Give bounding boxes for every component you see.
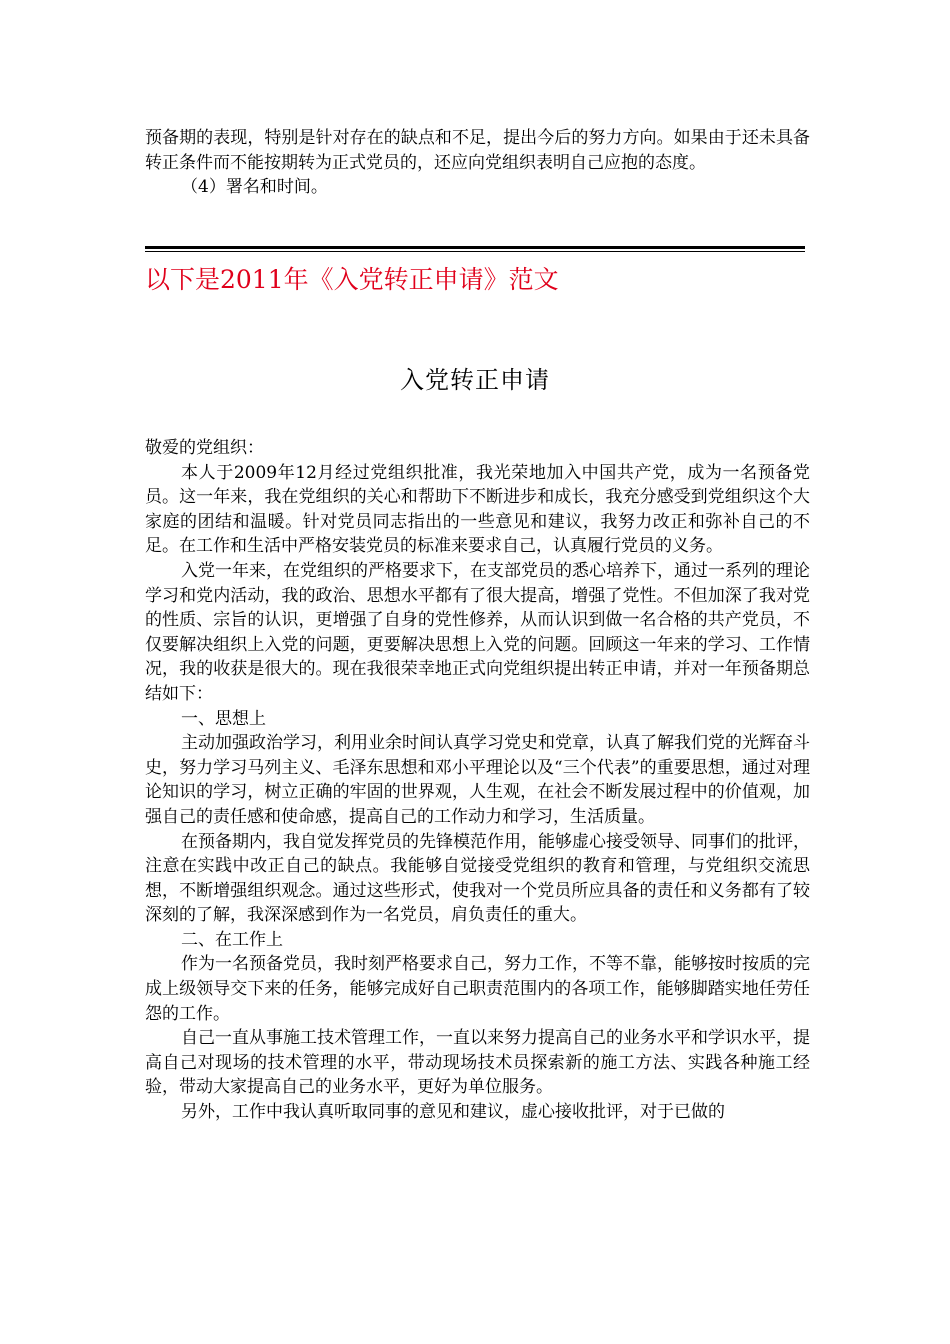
body-paragraph: 另外，工作中我认真听取同事的意见和建议，虚心接收批评，对于已做的 <box>181 1102 725 1123</box>
divider-thick-line <box>145 246 805 249</box>
intro-section <box>145 126 810 200</box>
letter-title: 入党转正申请 <box>400 366 550 394</box>
section-divider <box>145 246 805 254</box>
intro-paragraph: 预备期的表现，特别是针对存在的缺点和不足，提出今后的努力方向。如果由于还未具备转正条件而不能按期转为正式党员的，还应向党组织表明自己应抱的态度。 <box>145 128 810 173</box>
body-paragraph: 自己一直从事施工技术管理工作，一直以来努力提高自己的业务水平和学识水平，提高自己对现场的技术管理的水平，带动现场技术员探索新的施工方法、实践各种施工经验，带动大家提高自己的业务水平，更好为单位服务。 <box>145 1028 810 1098</box>
section-heading-work: 二、在工作上 <box>181 929 283 950</box>
signature-item: （4）署名和时间。 <box>181 177 328 198</box>
body-paragraph: 在预备期内，我自觉发挥党员的先锋模范作用，能够虚心接受领导、同事们的批评，注意在实践中改正自己的缺点。我能够自觉接受党组织的教育和管理，与党组织交流思想，不断增强组织观念。通过这些形式，使我对一个党员所应具备的责任和义务都有了较深刻的了解，我深深感到作为一名党员，肩负责任的重大。 <box>145 831 810 926</box>
body-paragraph: 主动加强政治学习，利用业余时间认真学习党史和党章，认真了解我们党的光辉奋斗史，努力学习马列主义、毛泽东思想和邓小平理论以及“三个代表”的重要思想，通过对理论知识的学习，树立正确的牢固的世界观，人生观，在社会不断发展过程中的价值观，加强自己的责任感和使命感，提高自己的工作动力和学习，生活质量。 <box>145 733 810 827</box>
divider-thin-line <box>145 251 805 252</box>
section-heading-thought: 一、思想上 <box>181 708 266 729</box>
salutation: 敬爱的党组织： <box>145 438 264 458</box>
letter-body <box>145 436 810 1125</box>
sample-heading: 以下是2011年《入党转正申请》范文 <box>145 265 559 294</box>
body-paragraph: 入党一年来，在党组织的严格要求下，在支部党员的悉心培养下，通过一系列的理论学习和党内活动，我的政治、思想水平都有了很大提高，增强了党性。不但加深了我对党的性质、宗旨的认识，更增强了自身的党性修养，从而认识到做一名合格的共产党员，不仅要解决组织上入党的问题，更要解决思想上入党的问题。回顾这一年来的学习、工作情况，我的收获是很大的。现在我很荣幸地正式向党组织提出转正申请，并对一年预备期总结如下： <box>145 560 810 704</box>
body-paragraph: 本人于2009年12月经过党组织批准，我光荣地加入中国共产党，成为一名预备党员。这一年来，我在党组织的关心和帮助下不断进步和成长，我充分感受到党组织这个大家庭的团结和温暖。针对党员同志指出的一些意见和建议，我努力改正和弥补自己的不足。在工作和生活中严格安装党员的标准来要求自己，认真履行党员的义务。 <box>145 462 810 557</box>
body-paragraph: 作为一名预备党员，我时刻严格要求自己，努力工作，不等不靠，能够按时按质的完成上级领导交下来的任务，能够完成好自己职责范围内的各项工作，能够脚踏实地任劳任怨的工作。 <box>145 954 810 1024</box>
